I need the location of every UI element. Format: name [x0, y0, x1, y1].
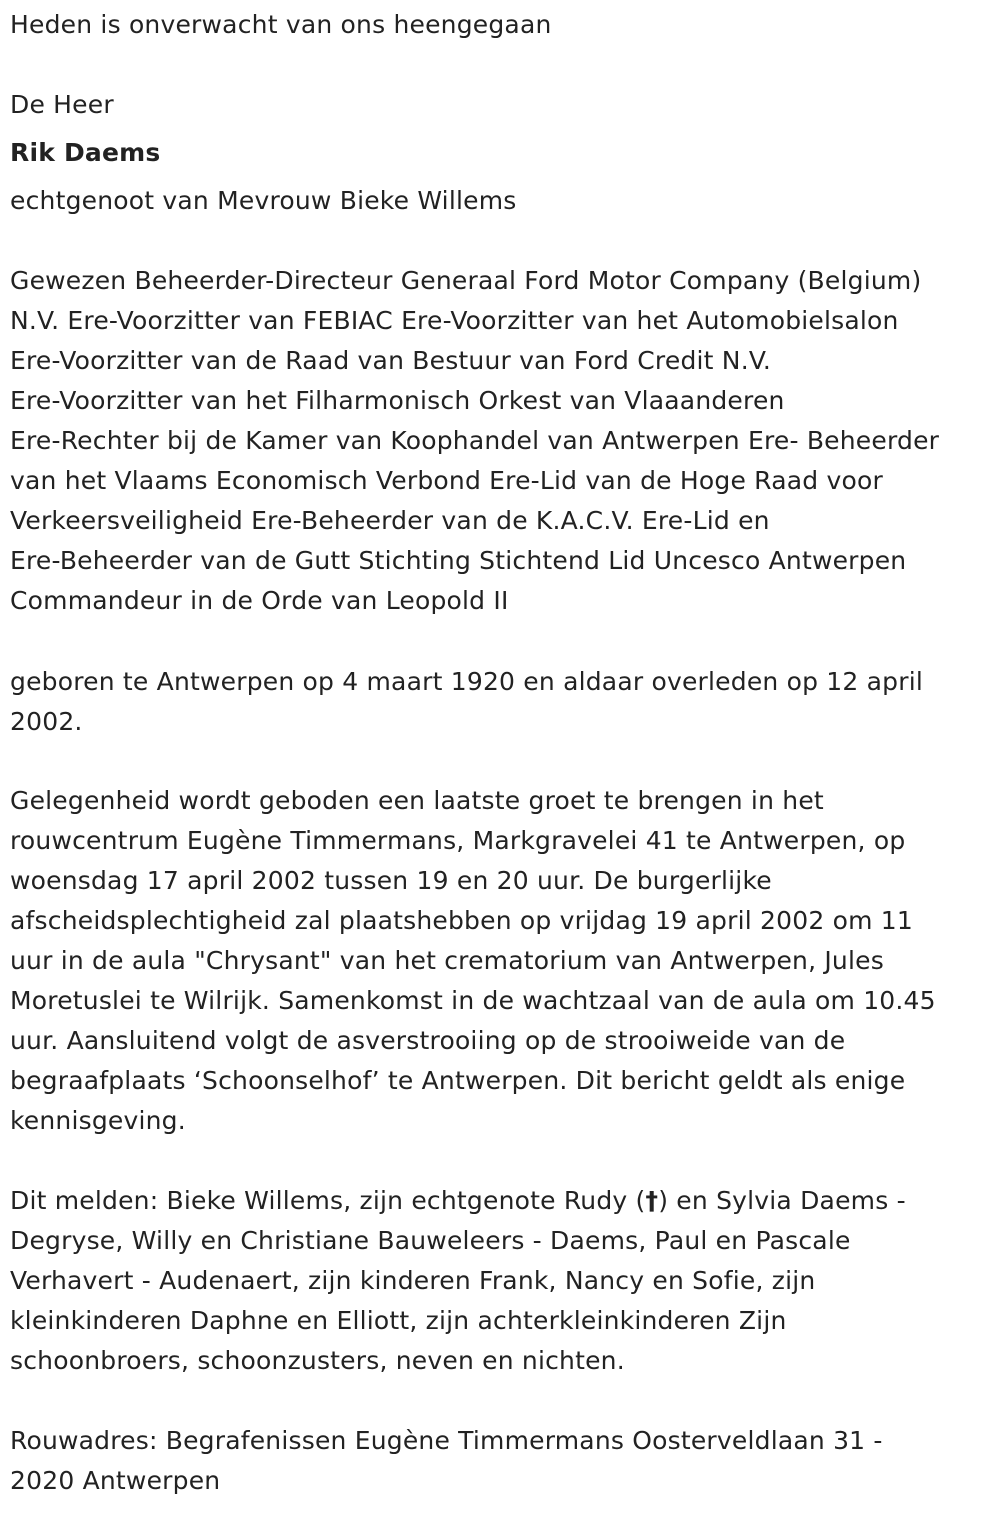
address-line: Rouwadres: Begrafenissen Eugène Timmermans Oosterveldlaan 31 -: [10, 1426, 883, 1455]
family-line-end: ) en Sylvia Daems -: [658, 1186, 906, 1215]
family-line: Degryse, Willy en Christiane Bauweleers - Daems, Paul en Pascale: [10, 1226, 851, 1255]
ceremony-line: uur in de aula "Chrysant" van het crematorium van Antwerpen, Jules: [10, 946, 884, 975]
titles-line: Ere-Beheerder van de Gutt Stichting Stichtend Lid Uncesco Antwerpen: [10, 546, 907, 575]
ceremony-line: Moretuslei te Wilrijk. Samenkomst in de wachtzaal van de aula om 10.45: [10, 986, 936, 1015]
spouse-line: echtgenoot van Mevrouw Bieke Willems: [10, 186, 517, 215]
family-line-start: Dit melden: Bieke Willems, zijn echtgenote Rudy (: [10, 1186, 646, 1215]
birth-death-line: 2002.: [10, 707, 83, 736]
address-line: 2020 Antwerpen: [10, 1466, 221, 1495]
titles-line: Verkeersveiligheid Ere-Beheerder van de K.A.C.V. Ere-Lid en: [10, 506, 770, 535]
cross-icon: †: [645, 1186, 659, 1215]
intro-text: Heden is onverwacht van ons heengegaan: [10, 10, 552, 39]
titles-line: Ere-Voorzitter van het Filharmonisch Orkest van Vlaaanderen: [10, 386, 785, 415]
birth-death-line: geboren te Antwerpen op 4 maart 1920 en aldaar overleden op 12 april: [10, 667, 924, 696]
family-line: schoonbroers, schoonzusters, neven en nichten.: [10, 1346, 625, 1375]
salutation: De Heer: [10, 90, 114, 119]
ceremony-line: afscheidsplechtigheid zal plaatshebben op vrijdag 19 april 2002 om 11: [10, 906, 914, 935]
ceremony-line: woensdag 17 april 2002 tussen 19 en 20 uur. De burgerlijke: [10, 866, 772, 895]
titles-line: Gewezen Beheerder-Directeur Generaal Ford Motor Company (Belgium): [10, 266, 922, 295]
ceremony-line: begraafplaats ‘Schoonselhof’ te Antwerpen. Dit bericht geldt als enige: [10, 1066, 906, 1095]
ceremony-line: rouwcentrum Eugène Timmermans, Markgravelei 41 te Antwerpen, op: [10, 826, 906, 855]
ceremony-line: kennisgeving.: [10, 1106, 186, 1135]
ceremony-line: Gelegenheid wordt geboden een laatste groet te brengen in het: [10, 786, 824, 815]
titles-line: van het Vlaams Economisch Verbond Ere-Lid van de Hoge Raad voor: [10, 466, 883, 495]
deceased-name: Rik Daems: [10, 138, 161, 167]
titles-line: N.V. Ere-Voorzitter van FEBIAC Ere-Voorzitter van het Automobielsalon: [10, 306, 899, 335]
titles-line: Ere-Rechter bij de Kamer van Koophandel van Antwerpen Ere- Beheerder: [10, 426, 940, 455]
ceremony-line: uur. Aansluitend volgt de asverstrooiing op de strooiweide van de: [10, 1026, 846, 1055]
family-line: Verhavert - Audenaert, zijn kinderen Frank, Nancy en Sofie, zijn: [10, 1266, 816, 1295]
family-line: kleinkinderen Daphne en Elliott, zijn achterkleinkinderen Zijn: [10, 1306, 787, 1335]
titles-line: Commandeur in de Orde van Leopold II: [10, 586, 509, 615]
family-line: [10, 1181, 992, 1221]
titles-line: Ere-Voorzitter van de Raad van Bestuur van Ford Credit N.V.: [10, 346, 772, 375]
